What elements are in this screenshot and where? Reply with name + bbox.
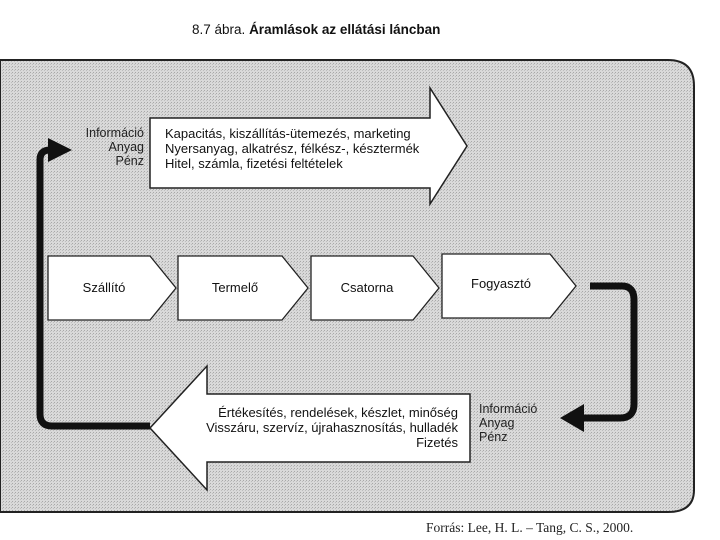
bottom-flow-text (180, 405, 458, 450)
figure-number: 8.7 ábra. (192, 22, 246, 37)
bottom-flow-line-3: Fizetés (416, 435, 458, 450)
label-penz: Pénz (115, 154, 144, 168)
label-penz-2: Pénz (479, 430, 508, 444)
bottom-flow-line-2: Visszáru, szervíz, újrahasznosítás, hulladék (206, 420, 458, 435)
source-citation: Forrás: Lee, H. L. – Tang, C. S., 2000. (426, 520, 634, 535)
figure-caption: Áramlások az ellátási láncban (249, 22, 441, 37)
top-flow-line-1: Kapacitás, kiszállítás-ütemezés, marketing (165, 126, 411, 141)
label-informacio-2: Információ (479, 402, 538, 416)
chain-label-fogyaszto: Fogyasztó (471, 276, 531, 291)
top-flow-labels (60, 126, 144, 168)
bottom-flow-labels (479, 402, 537, 444)
top-flow-line-3: Hitel, számla, fizetési feltételek (165, 156, 343, 171)
bottom-flow-line-1: Értékesítés, rendelések, készlet, minőség (218, 405, 458, 420)
label-informacio: Információ (85, 126, 144, 140)
label-anyag-2: Anyag (479, 416, 515, 430)
chain-label-termelo: Termelő (211, 280, 259, 295)
top-flow-text (165, 126, 419, 171)
chain-label-csatorna: Csatorna (340, 280, 394, 295)
chain-label-szallito: Szállító (82, 280, 126, 295)
top-flow-line-2: Nyersanyag, alkatrész, félkész-, késztermék (165, 141, 420, 156)
label-anyag: Anyag (108, 140, 144, 154)
